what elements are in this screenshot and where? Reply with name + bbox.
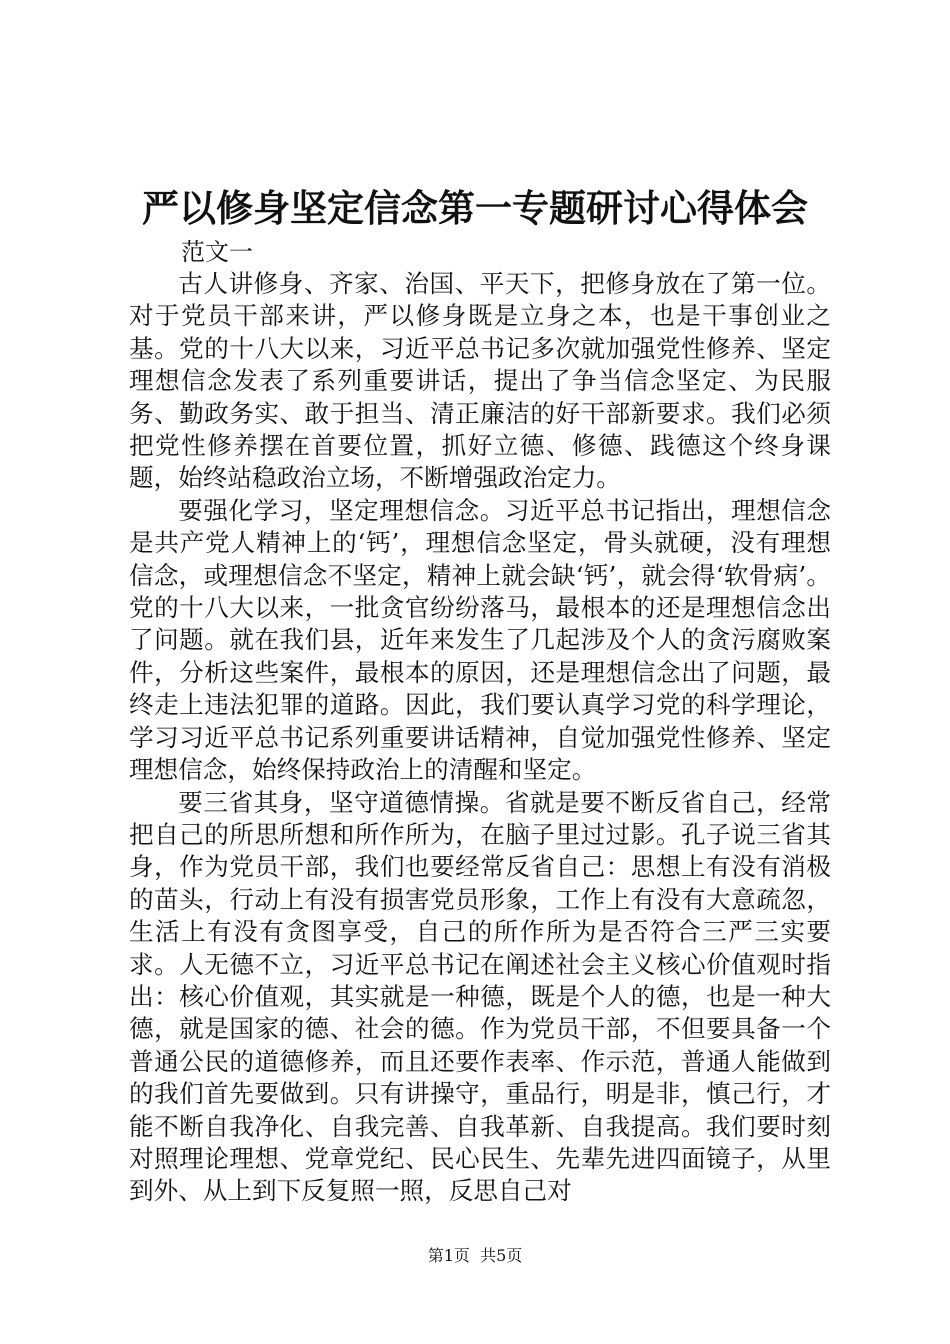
document-body <box>129 236 831 1208</box>
document-title: 严以修身坚定信念第一专题研讨心得体会 <box>142 186 808 230</box>
paragraph-3: 要三省其身，坚守道德情操。省就是要不断反省自己，经常把自己的所思所想和所作所为，在脑子里过过影。孔子说三省其身，作为党员干部，我们也要经常反省自己：思想上有没有消极的苗头，行动上有没有损害党员形象，工作上有没有大意疏忽，生活上有没有贪图享受，自己的所作所为是否符合三严三实要求。人无德不立，习近平总书记在阐述社会主义核心价值观时指出：核心价值观，其实就是一种德，既是个人的德，也是一种大德，就是国家的德、社会的德。作为党员干部，不但要具备一个普通公民的道德修养，而且还要作表率、作示范，普通人能做到的我们首先要做到。只有讲操守，重品行，明是非，慎己行，才能不断自我净化、自我完善、自我革新、自我提高。我们要时刻对照理论理想、党章党纪、民心民生、先辈先进四面镜子，从里到外、从上到下反复照一照，反思自己对 <box>129 787 831 1206</box>
paragraph-2: 要强化学习，坚定理想信念。习近平总书记指出，理想信念是共产党人精神上的‘钙’，理想信念坚定，骨头就硬，没有理想信念，或理想信念不坚定，精神上就会缺‘钙’，就会得‘软骨病’。党的十八大以来，一批贪官纷纷落马，最根本的还是理想信念出了问题。就在我们县，近年来发生了几起涉及个人的贪污腐败案件，分析这些案件，最根本的原因，还是理想信念出了问题，最终走上违法犯罪的道路。因此，我们要认真学习党的科学理论，学习习近平总书记系列重要讲话精神，自觉加强党性修养、坚定理想信念，始终保持政治上的清醒和坚定。 <box>129 495 831 785</box>
section-subtitle: 范文一 <box>181 238 253 266</box>
page-footer: 第1页 共5页 <box>427 1246 523 1265</box>
paragraph-1: 古人讲修身、齐家、治国、平天下，把修身放在了第一位。对于党员干部来讲，严以修身既是立身之本，也是干事创业之基。党的十八大以来，习近平总书记多次就加强党性修养、坚定理想信念发表了系列重要讲话，提出了争当信念坚定、为民服务、勤政务实、敢于担当、清正廉洁的好干部新要求。我们必须把党性修养摆在首要位置，抓好立德、修德、践德这个终身课题，始终站稳政治立场，不断增强政治定力。 <box>129 269 831 493</box>
